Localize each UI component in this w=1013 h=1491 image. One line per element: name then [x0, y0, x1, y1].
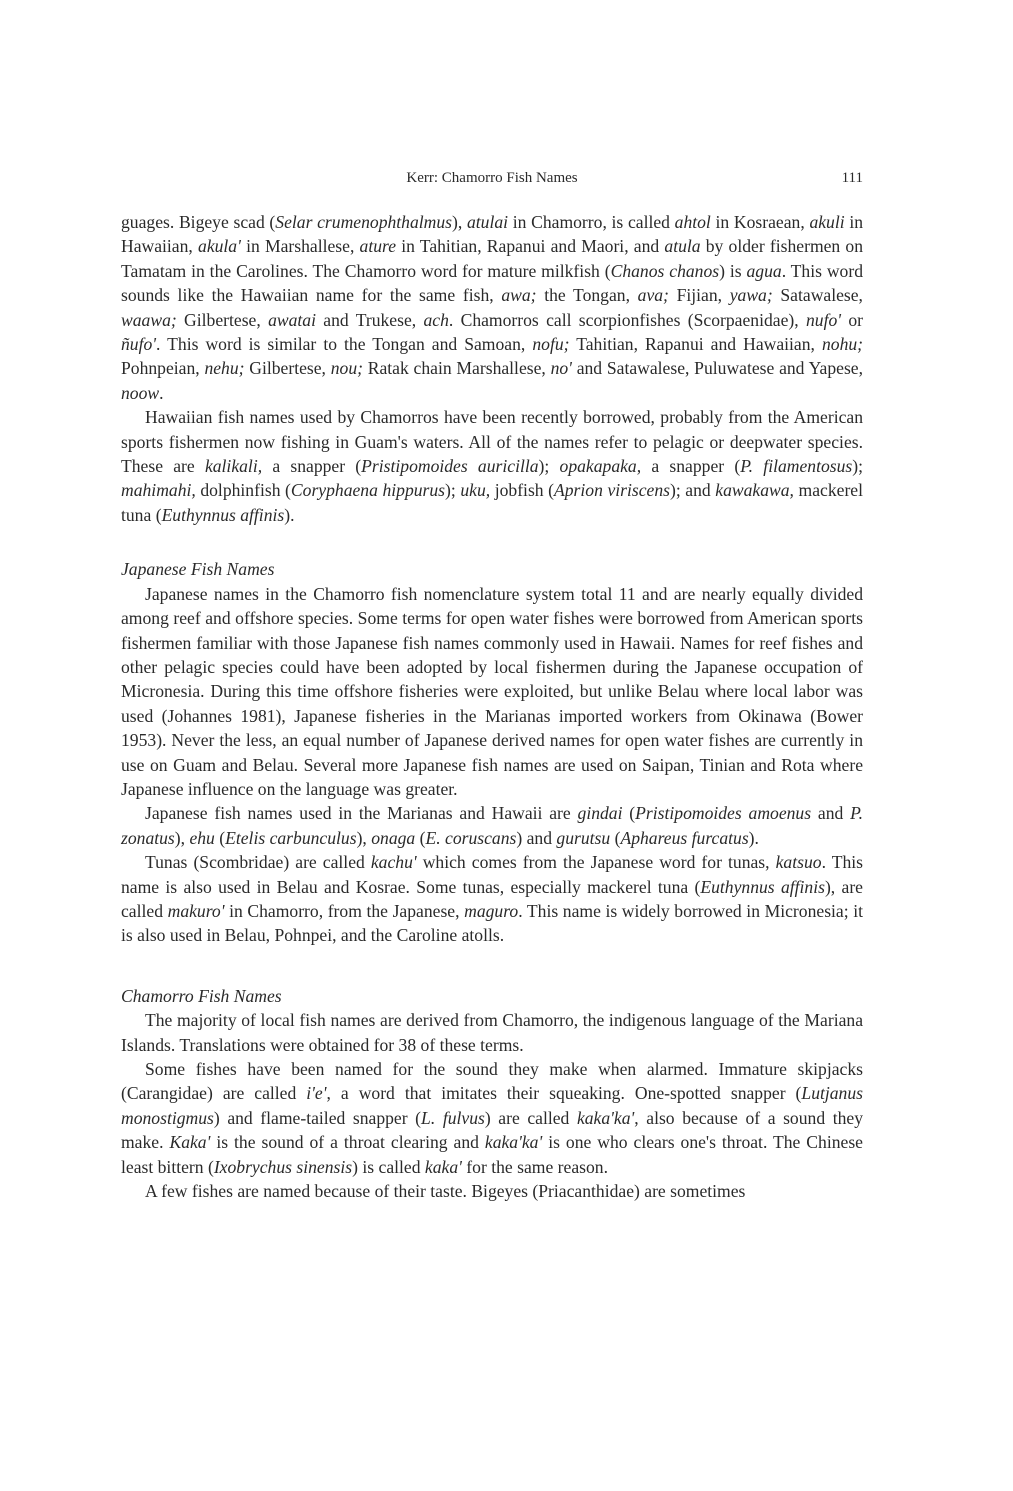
paragraph-2: Hawaiian fish names used by Chamorros have been recently borrowed, probably from the American sports fishermen now fishing in Guam's waters. All of the names refer to pelagic or deepwater species. These are kalikali, a snapper (Pristipomoides auricilla); opakapaka, a snapper (P. filamentosus); mahimahi, dolphinfish (Coryphaena hippurus); uku, jobfish (Aprion viriscens); and kawakawa, mackerel tuna (Euthynnus affinis).: [121, 407, 864, 525]
page-number: 111: [841, 170, 863, 186]
section-heading-japanese: Japanese Fish Names: [121, 559, 275, 580]
section-gap: [121, 527, 863, 557]
paragraph-4: Japanese fish names used in the Marianas and Hawaii are gindai (Pristipomoides amoenus and P. zonatus), ehu (Etelis carbunculus), onaga (E. coruscans) and gurutsu (Aphareus furcatus).: [121, 803, 863, 848]
paragraph-3: Japanese names in the Chamorro fish nomenclature system total 11 and are nearly equally divided among reef and offshore species. Some terms for open water fishes were borrowed from American sports fishermen familiar with those Japanese fish names commonly used in Hawaii. Names for reef fishes and other pelagic species could have been adopted by local fishermen during the Japanese occupation of Micronesia. During this time offshore fisheries were exploited, but unlike Belau where local labor was used (Johannes 1981), Japanese fisheries in the Marianas imported workers from Okinawa (Bower 1953). Never the less, an equal number of Japanese derived names for open water fishes are currently in use on Guam and Belau. Several more Japanese fish names are used on Saipan, Tinian and Rota where Japanese influence on the language was greater.: [121, 583, 863, 799]
section-heading-chamorro: Chamorro Fish Names: [121, 985, 282, 1006]
body-text: [121, 210, 863, 1203]
running-head-title: Kerr: Chamorro Fish Names: [406, 170, 578, 186]
paragraph-1: guages. Bigeye scad (Selar crumenophthalmus), atulai in Chamorro, is called ahtol in Kosraean, akuli in Hawaiian, akula' in Marshallese, ature in Tahitian, Rapanui and Maori, and atula by older fishermen on Tamatam in the Carolines. The Chamorro word for mature milkfish (Chanos chanos) is agua. This word sounds like the Hawaiian name for the same fish, awa; the Tongan, ava; Fijian, yawa; Satawalese, waawa; Gilbertese, awatai and Trukese, ach. Chamorros call scorpionfishes (Scorpaenidae), nufo' or ñufo'. This word is similar to the Tongan and Samoan, nofu; Tahitian, Rapanui and Hawaiian, nohu; Pohnpeian, nehu; Gilbertese, nou; Ratak chain Marshallese, no' and Satawalese, Puluwatese and Yapese, noow.: [121, 212, 864, 403]
paragraph-5: Tunas (Scombridae) are called kachu' which comes from the Japanese word for tunas, katsuo. This name is also used in Belau and Kosrae. Some tunas, especially mackerel tuna (Euthynnus affinis), are called makuro' in Chamorro, from the Japanese, maguro. This name is widely borrowed in Micronesia; it is also used in Belau, Pohnpei, and the Caroline atolls.: [121, 852, 863, 946]
paragraph-7: Some fishes have been named for the sound they make when alarmed. Immature skipjacks (Carangidae) are called i'e', a word that imitates their squeaking. One-spotted snapper (Lutjanus monostigmus) and flame-tailed snapper (L. fulvus) are called kaka'ka', also because of a sound they make. Kaka' is the sound of a throat clearing and kaka'ka' is one who clears one's throat. The Chinese least bittern (Ixobrychus sinensis) is called kaka' for the same reason.: [121, 1059, 864, 1177]
running-head: [121, 170, 863, 190]
paragraph-8: A few fishes are named because of their taste. Bigeyes (Priacanthidae) are sometimes: [145, 1181, 746, 1202]
section-gap: [121, 948, 863, 984]
paragraph-6: The majority of local fish names are derived from Chamorro, the indigenous language of the Mariana Islands. Translations were obtained for 38 of these terms.: [121, 1010, 863, 1055]
